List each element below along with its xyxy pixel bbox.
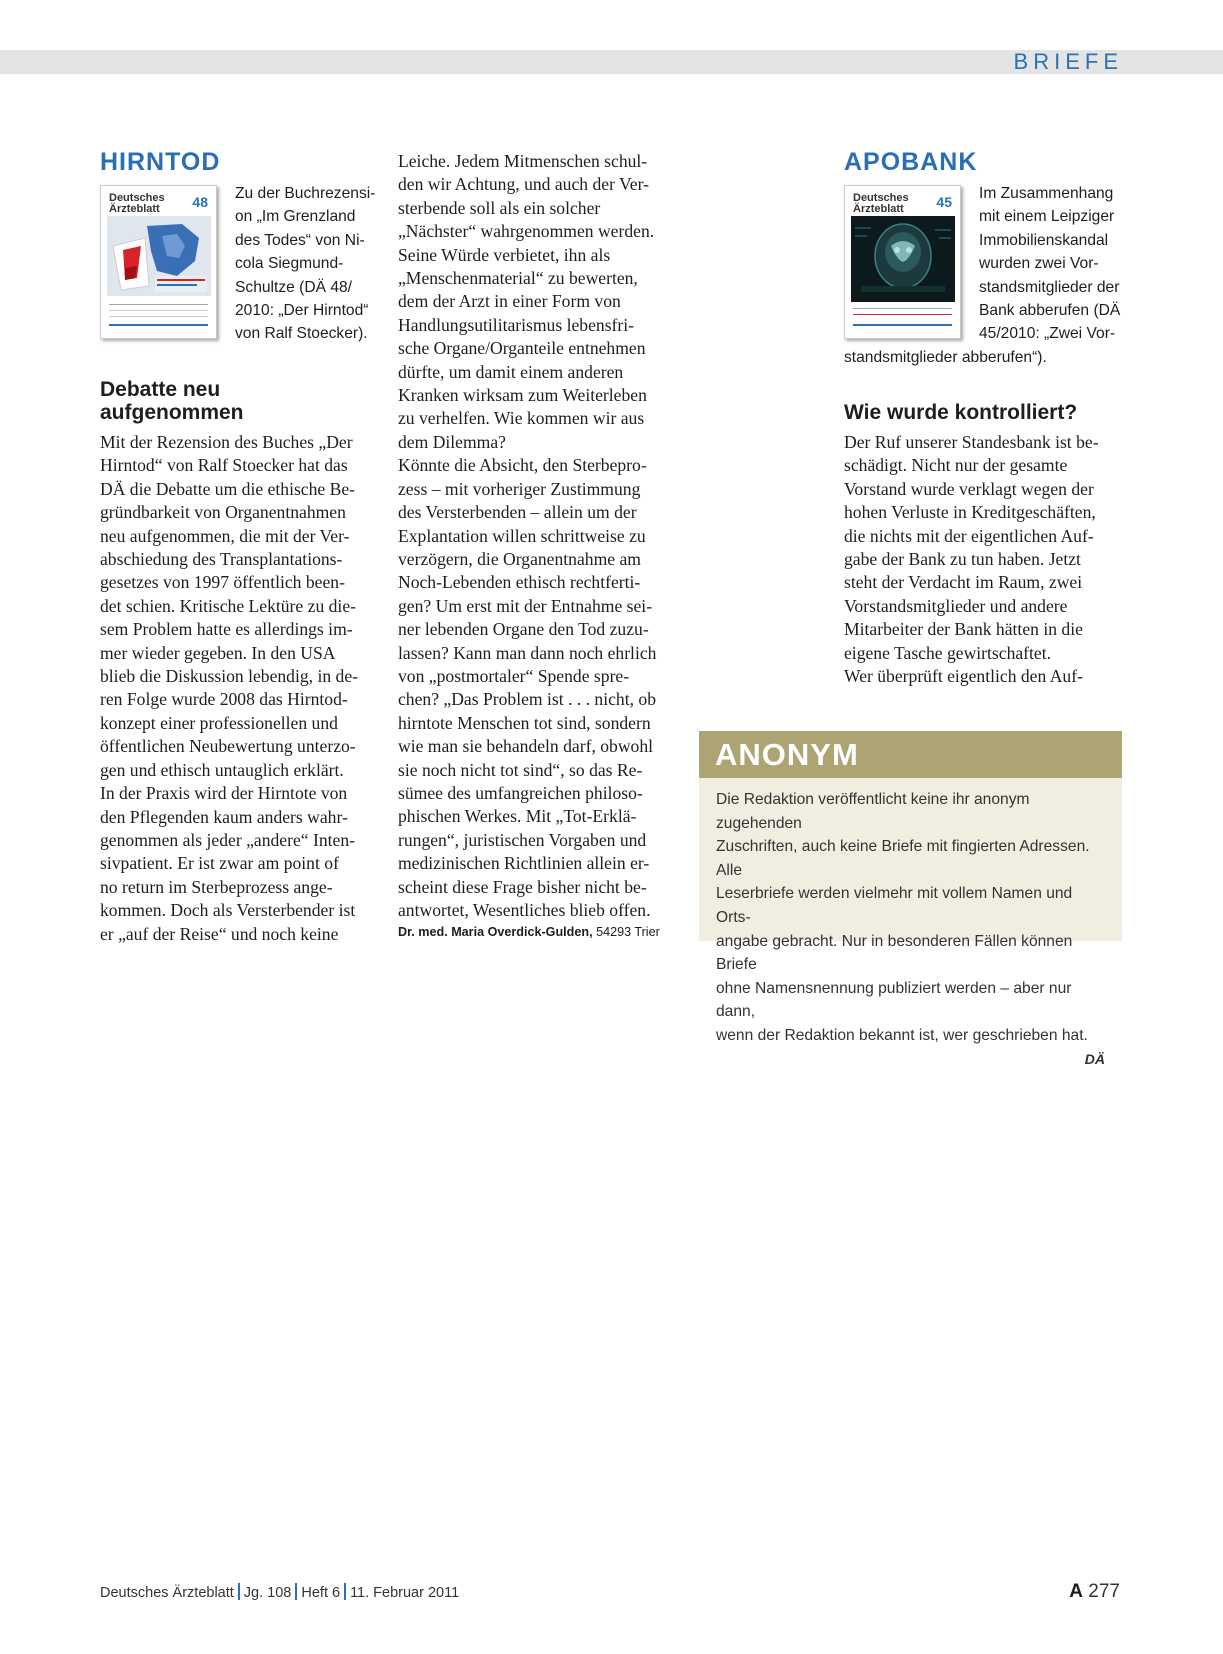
body-line: mer wieder gegeben. In den USA xyxy=(100,642,336,663)
body-line: öffentlichen Neubewertung unterzo- xyxy=(100,736,356,757)
notice-line: Zuschriften, auch keine Briefe mit fingierten Adressen. Alle xyxy=(716,838,1090,879)
body-line: ner lebenden Organe den Tod zuzu- xyxy=(398,619,649,640)
body-line: dem der Arzt in einer Form von xyxy=(398,291,621,312)
intro-hirntod xyxy=(235,182,380,346)
notice-text xyxy=(716,788,1111,1071)
cover-image-48 xyxy=(100,185,217,339)
intro-line: 2010: „Der Hirntod“ xyxy=(235,302,369,320)
signature-place: 54293 Trier xyxy=(592,925,660,940)
body-line: hirntote Menschen tot sind, sondern xyxy=(398,712,651,733)
body-line: des Versterbenden – allein um der xyxy=(398,502,637,523)
body-line: gabe der Bank zu tun haben. Jetzt xyxy=(844,549,1081,570)
body-line: „Menschenmaterial“ zu bewerten, xyxy=(398,268,638,289)
body-line: eigene Tasche gewirtschaftet. xyxy=(844,642,1052,663)
headline-line: Debatte neu xyxy=(100,378,221,401)
intro-line: Immobilienskandal xyxy=(979,231,1109,249)
body-line: ren Folge wurde 2008 das Hirntod- xyxy=(100,689,348,710)
headline-debatte xyxy=(100,378,370,424)
body-line: sümee des umfangreichen philoso- xyxy=(398,782,643,803)
headline-kontrolliert: Wie wurde kontrolliert? xyxy=(844,401,1078,424)
body-line: wie man sie behandeln darf, obwohl xyxy=(398,736,654,757)
cover-image-45 xyxy=(844,185,961,339)
body-line: rungen“, juristischen Vorgaben und xyxy=(398,829,647,850)
cover-rule xyxy=(109,310,208,311)
footer xyxy=(100,1583,459,1603)
cover-brand: Deutsches Ärzteblatt xyxy=(853,192,909,215)
kicker-hirntod: HIRNTOD xyxy=(100,148,221,176)
body-line: Seine Würde verbietet, ihn als xyxy=(398,244,611,265)
notice-sign: DÄ xyxy=(1084,1050,1105,1067)
body-line: zess – mit vorheriger Zustimmung xyxy=(398,478,641,499)
body-line: den Pflegenden kaum anders wahr- xyxy=(100,806,348,827)
intro-line: on „Im Grenzland xyxy=(235,208,356,226)
body-line: steht der Verdacht im Raum, zwei xyxy=(844,572,1083,593)
cover-rule xyxy=(109,324,208,326)
body-line: die nichts mit der eigentlichen Auf- xyxy=(844,525,1094,546)
body-line: phischen Werkes. Mit „Tot-Erklä- xyxy=(398,806,637,827)
body-line: sem Problem hatte es allerdings im- xyxy=(100,619,353,640)
signature-name: Dr. med. Maria Overdick-Gulden, xyxy=(398,925,593,940)
cover-artwork xyxy=(107,216,211,296)
body-line: sie noch nicht tot sind“, so das Re- xyxy=(398,759,643,780)
notice-line: angabe gebracht. Nur in besonderen Fällen können Briefe xyxy=(716,932,1073,974)
intro-line: Im Zusammenhang xyxy=(979,185,1114,202)
body-line: dürfte, um damit einem anderen xyxy=(398,361,624,382)
cover-rule xyxy=(853,324,952,326)
body-line: Handlungsutilitarismus lebensfri- xyxy=(398,314,635,335)
notice-line: Leserbriefe werden vielmehr mit vollem Namen und Orts- xyxy=(716,885,1073,926)
body-line: Kranken wirksam zum Weiterleben xyxy=(398,385,647,406)
body-line: Mitarbeiter der Bank hätten in die xyxy=(844,619,1083,640)
footer-issue: Heft 6 xyxy=(301,1585,341,1601)
footer-volume: Jg. 108 xyxy=(243,1585,292,1601)
cover-brand: Deutsches Ärzteblatt xyxy=(109,192,165,215)
intro-line: wurden zwei Vor- xyxy=(979,255,1099,273)
body-middle xyxy=(398,150,698,942)
cover-artwork xyxy=(851,216,955,302)
kicker-apobank: APOBANK xyxy=(844,148,978,176)
body-line: lassen? Kann man dann noch ehrlich xyxy=(398,642,657,663)
page-number xyxy=(1069,1580,1120,1604)
page-value: 277 xyxy=(1088,1581,1120,1602)
body-line: chen? „Das Problem ist . . . nicht, ob xyxy=(398,689,656,710)
body-line: DÄ die Debatte um die ethische Be- xyxy=(100,478,356,499)
body-line: sivpatient. Er ist zwar am point of xyxy=(100,853,339,874)
intro-line: standsmitglieder der xyxy=(979,278,1120,296)
body-line: „Nächster“ wahrgenommen werden. xyxy=(398,221,655,242)
body-line: neu aufgenommen, die mit der Ver- xyxy=(100,525,350,546)
footer-separator xyxy=(295,1583,297,1600)
body-line: sche Organe/Organteile entnehmen xyxy=(398,338,646,359)
body-line: dem Dilemma? xyxy=(398,431,506,452)
body-line: Wer überprüft eigentlich den Auf- xyxy=(844,666,1083,687)
notice-box xyxy=(699,778,1122,1067)
section-label: BRIEFE xyxy=(1013,49,1123,74)
notice-line: Die Redaktion veröffentlicht keine ihr anonym zugehenden xyxy=(716,791,1030,832)
intro-line: Bank abberufen (DÄ xyxy=(979,302,1121,320)
intro-line: cola Siegmund- xyxy=(235,255,344,273)
cover-rule xyxy=(853,314,952,315)
cover-rule xyxy=(853,308,952,309)
body-line: Könnte die Absicht, den Sterbepro- xyxy=(398,455,647,476)
body-line: Vorstand wurde verklagt wegen der xyxy=(844,478,1094,499)
body-line: gründbarkeit von Organentnahmen xyxy=(100,502,346,523)
body-line: hohen Verluste in Kreditgeschäften, xyxy=(844,502,1096,523)
body-line: genommen als jeder „andere“ Inten- xyxy=(100,829,355,850)
body-line: Noch-Lebenden ethisch rechtferti- xyxy=(398,572,641,593)
intro-line: von Ralf Stoecker). xyxy=(235,325,368,343)
footer-date: 11. Februar 2011 xyxy=(350,1585,460,1601)
intro-line: des Todes“ von Ni- xyxy=(235,231,365,249)
body-line: schädigt. Nicht nur der gesamte xyxy=(844,455,1068,476)
body-line: kommen. Doch als Versterbender ist xyxy=(100,900,356,921)
body-line: gesetzes von 1997 öffentlich been- xyxy=(100,572,345,593)
body-line: verzögern, die Organentnahme am xyxy=(398,548,641,569)
cover-issue-number: 45 xyxy=(936,194,952,210)
intro-line: standsmitglieder abberufen“). xyxy=(844,349,1047,366)
body-line: Mit der Rezension des Buches „Der xyxy=(100,432,353,452)
cover-rule xyxy=(109,304,208,305)
body-line: scheint diese Frage bisher nicht be- xyxy=(398,876,647,897)
intro-line: Schultze (DÄ 48/ xyxy=(235,278,353,296)
body-line: blieb die Diskussion lebendig, in de- xyxy=(100,666,359,687)
body-line: sterbende soll als ein solcher xyxy=(398,197,601,218)
body-line: Hirntod“ von Ralf Stoecker hat das xyxy=(100,455,348,476)
body-line: Der Ruf unserer Standesbank ist be- xyxy=(844,432,1099,452)
body-right xyxy=(844,431,1134,688)
footer-journal: Deutsches Ärzteblatt xyxy=(100,1585,234,1601)
footer-separator xyxy=(344,1583,346,1600)
intro-line: 45/2010: „Zwei Vor- xyxy=(979,325,1116,343)
body-line: no return im Sterbeprozess ange- xyxy=(100,876,333,897)
body-line: den wir Achtung, und auch der Ver- xyxy=(398,174,649,195)
body-left xyxy=(100,431,390,946)
body-line: konzept einer professionellen und xyxy=(100,712,338,733)
intro-line: Zu der Buchrezensi- xyxy=(235,185,376,202)
page-prefix: A xyxy=(1069,1581,1084,1602)
body-line: Vorstandsmitglieder und andere xyxy=(844,595,1068,616)
body-line: Explantation willen schrittweise zu xyxy=(398,525,646,546)
body-line: von „postmortaler“ Spende spre- xyxy=(398,665,630,686)
cover-rule xyxy=(109,316,208,317)
body-line: zu verhelfen. Wie kommen wir aus xyxy=(398,408,645,429)
body-line: antwortet, Wesentliches blieb offen. xyxy=(398,900,651,920)
signature xyxy=(398,922,698,942)
body-line: Leiche. Jedem Mitmenschen schul- xyxy=(398,151,648,171)
intro-apobank xyxy=(979,182,1139,346)
footer-separator xyxy=(238,1583,240,1600)
notice-title: ANONYM xyxy=(715,737,859,772)
body-line: abschiedung des Transplantations- xyxy=(100,549,343,570)
body-line: gen und ethisch untauglich erklärt. xyxy=(100,759,344,780)
intro-line: mit einem Leipziger xyxy=(979,208,1115,226)
notice-line: ohne Namensnennung publiziert werden – aber nur dann, xyxy=(716,979,1072,1021)
body-line: gen? Um erst mit der Entnahme sei- xyxy=(398,595,653,616)
body-line: In der Praxis wird der Hirntote von xyxy=(100,783,348,804)
body-line: medizinischen Richtlinien allein er- xyxy=(398,853,650,874)
notice-header xyxy=(699,731,1122,778)
cover-issue-number: 48 xyxy=(192,194,208,210)
body-line: er „auf der Reise“ und noch keine xyxy=(100,923,339,944)
notice-line: wenn der Redaktion bekannt ist, wer geschrieben hat. DÄ xyxy=(716,1024,1111,1048)
headline-line: aufgenommen xyxy=(100,401,244,424)
body-line: det schien. Kritische Lektüre zu die- xyxy=(100,595,356,616)
